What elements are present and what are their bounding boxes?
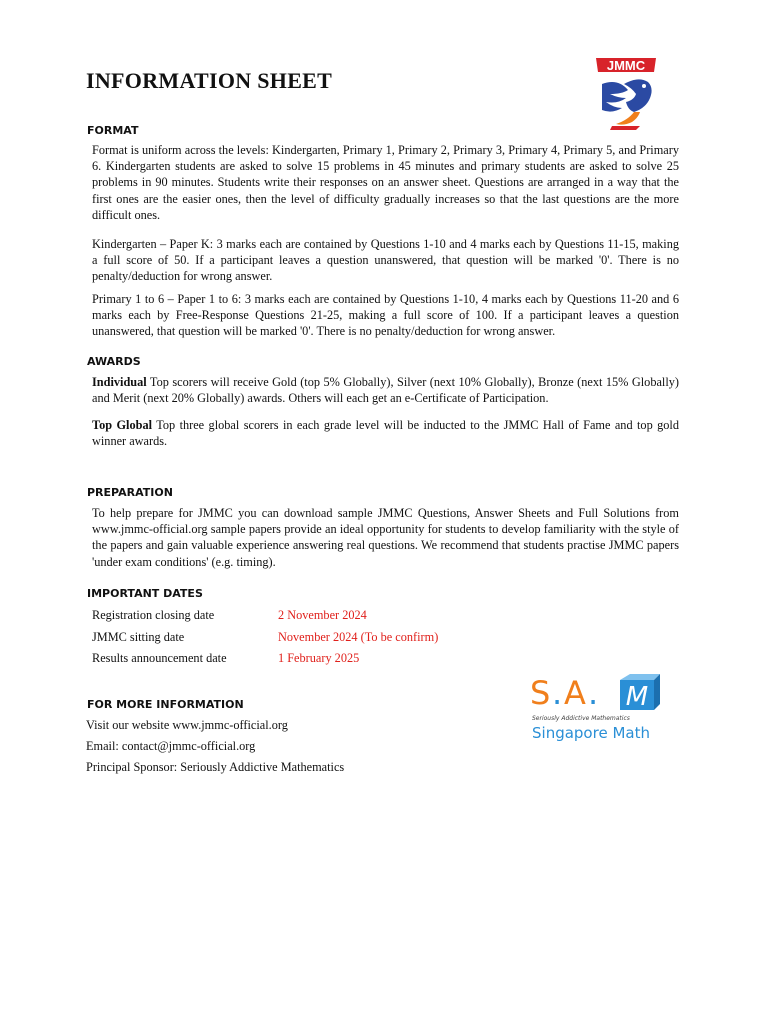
format-paragraph-3: Primary 1 to 6 – Paper 1 to 6: 3 marks each are contained by Questions 1-10, 4 marks each by Questions 11-20 and 6 marks each by Free-Response Questions 21-25, making a full score of 100. If a participant leaves a question unanswered, that question will be marked '0'. There is no penalty/deduction for wrong answer. bbox=[92, 292, 679, 339]
format-section bbox=[87, 124, 679, 137]
svg-text:A: A bbox=[564, 674, 586, 712]
email-line[interactable]: Email: contact@jmmc-official.org bbox=[86, 739, 256, 753]
dates-heading: IMPORTANT DATES bbox=[87, 587, 203, 600]
svg-text:JMMC: JMMC bbox=[606, 58, 646, 73]
date-label: Results announcement date bbox=[92, 651, 227, 665]
awards-individual-paragraph bbox=[87, 374, 679, 406]
date-value: 2 November 2024 bbox=[278, 608, 367, 622]
svg-text:Seriously Addictive Mathematic: Seriously Addictive Mathematics bbox=[532, 715, 630, 722]
date-label: JMMC sitting date bbox=[92, 630, 185, 644]
awards-global-label: Top Global bbox=[92, 418, 153, 432]
format-paragraph-2: Kindergarten – Paper K: 3 marks each are contained by Questions 1-10 and 4 marks each by Questions 11-15, making a full score of 50. If a participant leaves a question unanswered, that question will be marked '0'. There is no penalty/deduction for wrong answer. bbox=[92, 237, 679, 284]
awards-individual bbox=[87, 374, 679, 406]
svg-text:.: . bbox=[588, 674, 599, 712]
svg-text:S: S bbox=[530, 674, 551, 712]
format-heading: FORMAT bbox=[87, 124, 139, 137]
more-info-heading: FOR MORE INFORMATION bbox=[87, 698, 244, 711]
awards-individual-label: Individual bbox=[92, 375, 147, 389]
preparation-body bbox=[87, 505, 679, 570]
dates-section bbox=[87, 587, 679, 600]
awards-section bbox=[87, 355, 679, 368]
svg-text:Singapore Math: Singapore Math bbox=[532, 724, 650, 742]
preparation-heading: PREPARATION bbox=[87, 486, 173, 499]
format-body-3 bbox=[87, 291, 679, 340]
awards-individual-text: Top scorers will receive Gold (top 5% Globally), Silver (next 10% Globally), Bronze (next 15% Globally) and Merit (next 20% Globally) awards. Others will each get an e-Certificate of Participation. bbox=[92, 375, 679, 406]
jmmc-logo bbox=[588, 54, 664, 134]
format-body-2 bbox=[87, 236, 679, 285]
awards-global-paragraph bbox=[87, 417, 679, 449]
awards-global-text: Top three global scorers in each grade level will be inducted to the JMMC Hall of Fame and top gold winner awards. bbox=[92, 418, 679, 449]
sam-singapore-math-logo bbox=[526, 672, 666, 746]
awards-heading: AWARDS bbox=[87, 355, 141, 368]
awards-global bbox=[87, 417, 679, 449]
preparation-section bbox=[87, 486, 679, 499]
svg-text:.: . bbox=[552, 674, 563, 712]
page-title: INFORMATION SHEET bbox=[86, 68, 333, 93]
date-label: Registration closing date bbox=[92, 608, 215, 622]
sponsor-line: Principal Sponsor: Seriously Addictive Mathematics bbox=[86, 760, 345, 774]
date-value: 1 February 2025 bbox=[278, 651, 360, 665]
format-body bbox=[87, 142, 679, 223]
format-paragraph-1: Format is uniform across the levels: Kindergarten, Primary 1, Primary 2, Primary 3, Primary 4, Primary 5, and Primary 6. Kindergarten students are asked to solve 15 problems in 45 minutes and primary students are asked to solve 25 problems in 90 minutes. Students write their responses on an answer sheet. Questions are arranged in a way that the first ones are the easier ones, then the level of difficulty gradually increases so that the last questions are the more difficult ones. bbox=[92, 143, 679, 222]
website-line[interactable]: Visit our website www.jmmc-official.org bbox=[86, 718, 288, 732]
preparation-paragraph: To help prepare for JMMC you can download sample JMMC Questions, Answer Sheets and Full Solutions from www.jmmc-official.org sample papers provide an ideal opportunity for students to develop familiarity with the style of the papers and gain valuable experience answering real questions. We recommend that students practise JMMC papers 'under exam conditions' (e.g. timing). bbox=[92, 506, 679, 569]
date-value: November 2024 (To be confirm) bbox=[278, 630, 439, 644]
svg-text:M: M bbox=[625, 682, 649, 712]
